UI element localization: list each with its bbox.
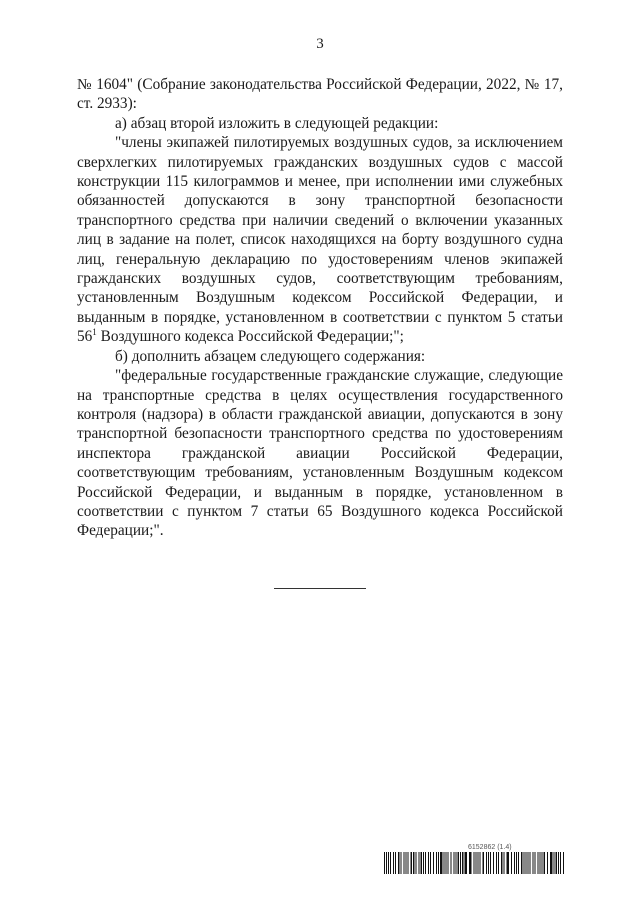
barcode-code: 6152862 (1.4) [468,844,512,851]
paragraph-intro: № 1604" (Собрание законодательства Российской Федерации, 2022, № 17, ст. 2933): [77,76,563,113]
paragraph-civil-servants: "федеральные государственные гражданские служащие, следующие на транспортные средства в целях осуществления государственного контроля (надзора) в области гражданской авиации, допускаются в зону транспортной безопасности транспортного средства по удостоверениям инспектора гражданской авиации Российской Федерации, соответствующим требованиям, установленным Воздушным кодексом Российской Федерации, и выданным в порядке, установленном в соответствии с пунктом 7 статьи 65 Воздушного кодекса Российской Федерации;". [77,367,563,540]
document-body [77,75,563,541]
end-separator-line [274,588,366,589]
page-number: 3 [316,36,324,52]
paragraph-item-b: б) дополнить абзацем следующего содержания: [115,347,426,365]
paragraph-crew-text: "члены экипажей пилотируемых воздушных судов, за исключением сверхлегких пилотируемых гражданских воздушных судов с массой конструкции 115 килограммов и менее, при исполнении ими служебных обязанностей допускаются в зону транспортной безопасности транспортного средства при наличии сведений о включении указанных лиц в задание на полет, список находящихся на борту воздушного судна лиц, генеральную декларацию по удостоверениям членов экипажей гражданских воздушных судов, соответствующим требованиям, установленным Воздушным кодексом Российской Федерации, и выданным в порядке, установленном в соответствии с пунктом 5 статьи 56 [77,134,563,346]
barcode-image [384,852,564,874]
paragraph-item-a: а) абзац второй изложить в следующей редакции: [115,114,439,132]
paragraph-crew-text-end: Воздушного кодекса Российской Федерации;"; [96,328,404,346]
paragraph-crew-members [77,133,563,346]
footnote-marker: 1 [92,327,97,338]
